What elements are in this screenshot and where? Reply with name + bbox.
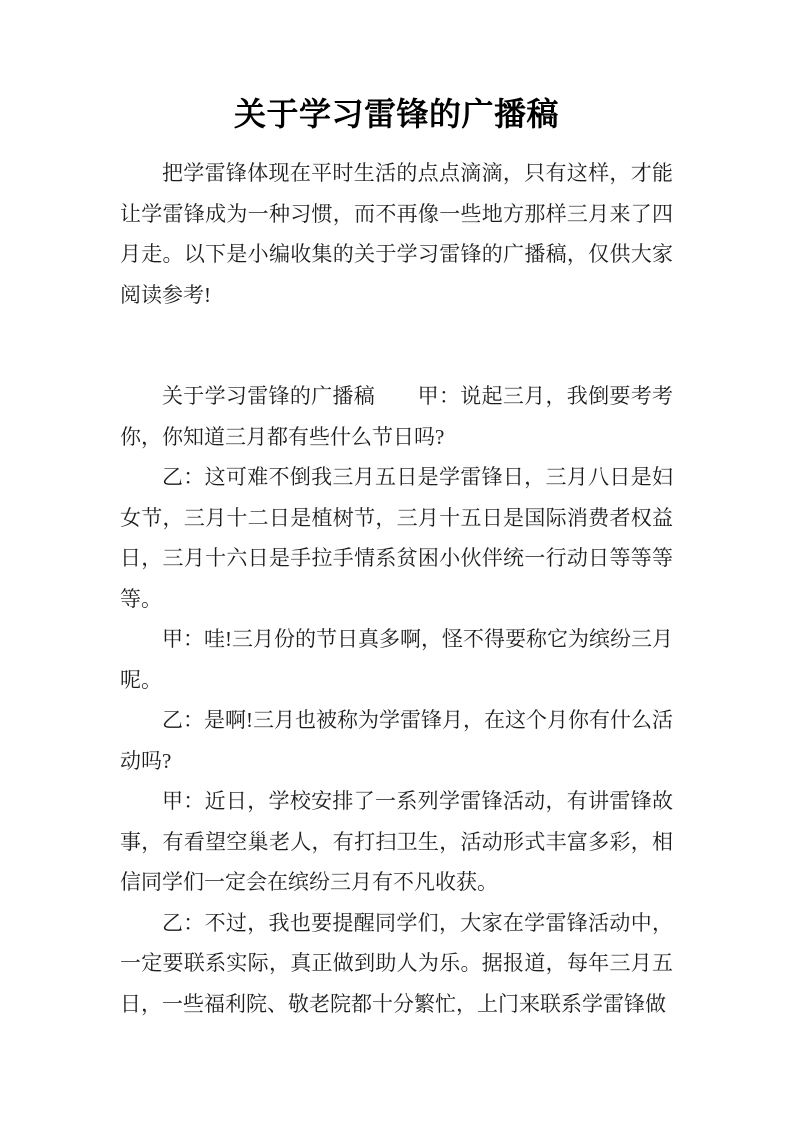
paragraph-dialog-3: 甲：哇!三月份的节日真多啊，怪不得要称它为缤纷三月呢。 — [120, 627, 673, 692]
document-title: 关于学习雷锋的广播稿 — [233, 96, 559, 132]
paragraph-intro: 把学雷锋体现在平时生活的点点滴滴，只有这样，才能让学雷锋成为一种习惯，而不再像一些地方那样三月来了四月走。以下是小编收集的关于学习雷锋的广播稿，仅供大家阅读参考! — [120, 161, 673, 307]
paragraph-dialog-2: 乙：这可难不倒我三月五日是学雷锋日，三月八日是妇女节，三月十二日是植树节，三月十五日是国际消费者权益日，三月十六日是手拉手情系贫困小伙伴统一行动日等等等等。 — [120, 465, 673, 611]
paragraph-dialog-1: 关于学习雷锋的广播稿 甲：说起三月，我倒要考考你，你知道三月都有些什么节日吗? — [120, 384, 673, 449]
paragraph-dialog-5: 甲：近日，学校安排了一系列学雷锋活动，有讲雷锋故事，有看望空巢老人，有打扫卫生，活动形式丰富多彩，相信同学们一定会在缤纷三月有不凡收获。 — [120, 789, 673, 894]
paragraph-dialog-6: 乙：不过，我也要提醒同学们，大家在学雷锋活动中，一定要联系实际，真正做到助人为乐。据报道，每年三月五日，一些福利院、敬老院都十分繁忙，上门来联系学雷锋做 — [120, 910, 673, 1016]
paragraph-dialog-4: 乙：是啊!三月也被称为学雷锋月，在这个月你有什么活动吗? — [120, 708, 673, 773]
blank-line — [120, 315, 673, 376]
